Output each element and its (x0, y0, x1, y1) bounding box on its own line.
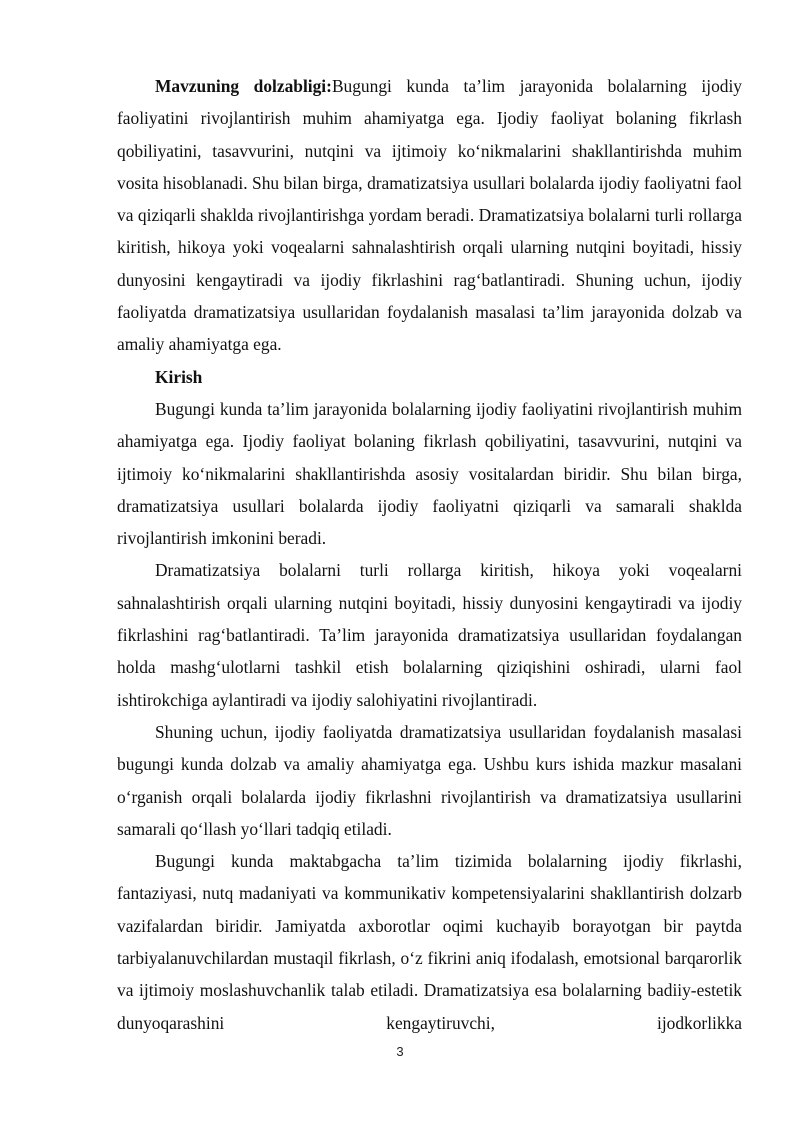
page-number: 3 (396, 1044, 404, 1059)
body-paragraph: Dramatizatsiya bolalarni turli rollarga kiritish, hikoya yoki voqealarni sahnalashtirish orqali ularning nutqini boyitadi, hissiy dunyosini kengaytiradi va ijodiy fikrlashini rag‘batlantiradi. Ta’lim jarayonida dramatizatsiya usullaridan foydalangan holda mashg‘ulotlarni tashkil etish bolalarning qiziqishini oshiradi, ularni faol ishtirokchiga aylantiradi va ijodiy salohiyatini rivojlantiradi. (117, 560, 742, 710)
document-page (117, 70, 742, 1039)
relevance-label: Mavzuning dolzabligi: (155, 76, 332, 96)
body-paragraph: Shuning uchun, ijodiy faoliyatda dramatizatsiya usullaridan foydalanish masalasi bugungi kunda dolzab va amaliy ahamiyatga ega. Ushbu kurs ishida mazkur masalani o‘rganish orqali bolalarda ijodiy fikrlashni rivojlantirish va dramatizatsiya usullarini samarali qo‘llash yo‘llari tadqiq etiladi. (117, 721, 742, 839)
body-paragraph: Bugungi kunda maktabgacha ta’lim tizimida bolalarning ijodiy fikrlashi, fantaziyasi, nutq madaniyati va kommunikativ kompetensiyalarini shakllantirish dolzarb vazifalardan biridir. Jamiyatda axborotlar oqimi kuchayib borayotgan bir paytda tarbiyalanuvchilardan mustaqil fikrlash, o‘z fikrini aniq ifodalash, emotsional barqarorlik va ijtimoiy moslashuvchanlik talab etiladi. Dramatizatsiya esa bolalarning badiiy-estetik dunyoqarashini kengaytiruvchi, ijodkorlikka (117, 851, 742, 1033)
relevance-text: Bugungi kunda ta’lim jarayonida bolalarning ijodiy faoliyatini rivojlantirish muhim ahamiyatga ega. Ijodiy faoliyat bolaning fikrlash qobiliyatini, tasavvurini, nutqini va ijtimoiy ko‘nikmalarini shakllantirishda muhim vosita hisoblanadi. Shu bilan birga, dramatizatsiya usullari bolalarda ijodiy faoliyatni faol va qiziqarli shaklda rivojlantirishga yordam beradi. Dramatizatsiya bolalarni turli rollarga kiritish, hikoya yoki voqealarni sahnalashtirish orqali ularning nutqini boyitadi, hissiy dunyosini kengaytiradi va ijodiy fikrlashini rag‘batlantiradi. Shuning uchun, ijodiy faoliyatda dramatizatsiya usullaridan foydalanish masalasi ta’lim jarayonida dolzab va amaliy ahamiyatga ega. (117, 76, 743, 355)
intro-heading: Kirish (155, 366, 203, 387)
body-paragraph: Bugungi kunda ta’lim jarayonida bolalarning ijodiy faoliyatini rivojlantirish muhim ahamiyatga ega. Ijodiy faoliyat bolaning fikrlash qobiliyatini, tasavvurini, nutqini va ijtimoiy ko‘nikmalarini shakllantirishda asosiy vositalardan biridir. Shu bilan birga, dramatizatsiya usullari bolalarda ijodiy faoliyatni qiziqarli va samarali shaklda rivojlantirish imkonini beradi. (117, 398, 742, 549)
relevance-paragraph (117, 70, 742, 361)
